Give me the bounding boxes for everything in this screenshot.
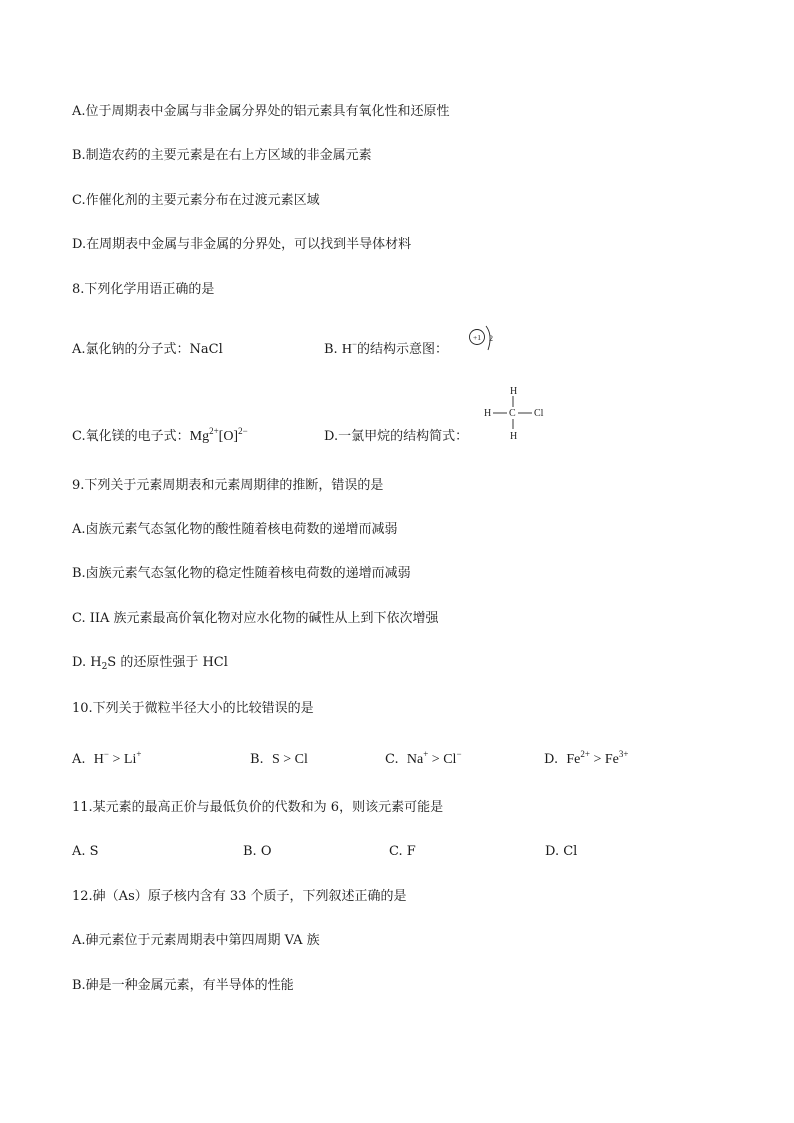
q7-option-a: A.位于周期表中金属与非金属分界处的铝元素具有氧化性和还原性: [72, 104, 450, 119]
mgo-electron-formula: $Mg^{2+}[O]^{2-}$: [189, 426, 248, 444]
hydride-ion: H−: [341, 339, 358, 357]
q10-option-b: B. S > Cl: [250, 752, 308, 767]
q8-option-d: D.一氯甲烷的结构简式：: [324, 429, 469, 444]
left-h: H: [484, 408, 492, 419]
chlorine: Cl: [534, 408, 544, 419]
q8-b-text: 的结构示意图：: [357, 342, 449, 357]
bottom-h: H: [510, 431, 518, 442]
q9-option-c: C. IIA 族元素最高价氧化物对应水化物的碱性从上到下依次增强: [72, 611, 439, 626]
q8-option-c: C.氧化镁的电子式：$Mg^{2+}[O]^{2-}$: [72, 426, 248, 444]
q7-option-d: D.在周期表中金属与非金属的分界处，可以找到半导体材料: [72, 237, 412, 252]
q9-option-b: B.卤族元素气态氢化物的稳定性随着核电荷数的递增而减弱: [72, 566, 411, 581]
q12-option-b: B.砷是一种金属元素，有半导体的性能: [72, 978, 294, 993]
q8-option-a: A.氯化钠的分子式：NaCl: [72, 342, 223, 357]
top-h: H: [510, 386, 518, 397]
q11-option-d: D. Cl: [545, 844, 578, 859]
q7-option-c: C.作催化剂的主要元素分布在过渡元素区域: [72, 193, 320, 208]
q10-option-c: C. Na+ > Cl−: [385, 749, 462, 767]
q11-option-c: C. F: [389, 844, 416, 859]
q12-option-a: A.砷元素位于元素周期表中第四周期 VA 族: [72, 933, 320, 948]
q10-option-a: A. H− > Li+: [72, 749, 142, 767]
q10-option-d: D. $Fe^{2+} > Fe^{3+}$: [544, 749, 629, 767]
carbon: C: [509, 408, 516, 419]
nucleus-charge: +1: [473, 333, 481, 342]
q11-option-a: A. S: [72, 844, 99, 859]
q8-b-label: B.: [324, 342, 338, 357]
chloromethane-structure: [482, 382, 556, 442]
shell-electrons: 2: [489, 334, 493, 343]
q8-option-b: [324, 341, 448, 359]
q7-option-b: B.制造农药的主要元素是在右上方区域的非金属元素: [72, 148, 372, 163]
atom-structure-diagram: [466, 322, 498, 356]
q9-option-a: A.卤族元素气态氢化物的酸性随着核电荷数的递增而减弱: [72, 522, 398, 537]
q9-option-d: D. $H_2S$ 的还原性强于 HCl: [72, 655, 228, 672]
q11-option-b: B. O: [243, 844, 272, 859]
q8-stem: 8.下列化学用语正确的是: [72, 282, 215, 297]
q9-stem: 9.下列关于元素周期表和元素周期律的推断，错误的是: [72, 478, 384, 493]
q10-stem: 10.下列关于微粒半径大小的比较错误的是: [72, 701, 314, 716]
q12-stem: 12.砷（As）原子核内含有 33 个质子，下列叙述正确的是: [72, 889, 407, 904]
q11-stem: 11.某元素的最高正价与最低负价的代数和为 6，则该元素可能是: [72, 800, 444, 815]
